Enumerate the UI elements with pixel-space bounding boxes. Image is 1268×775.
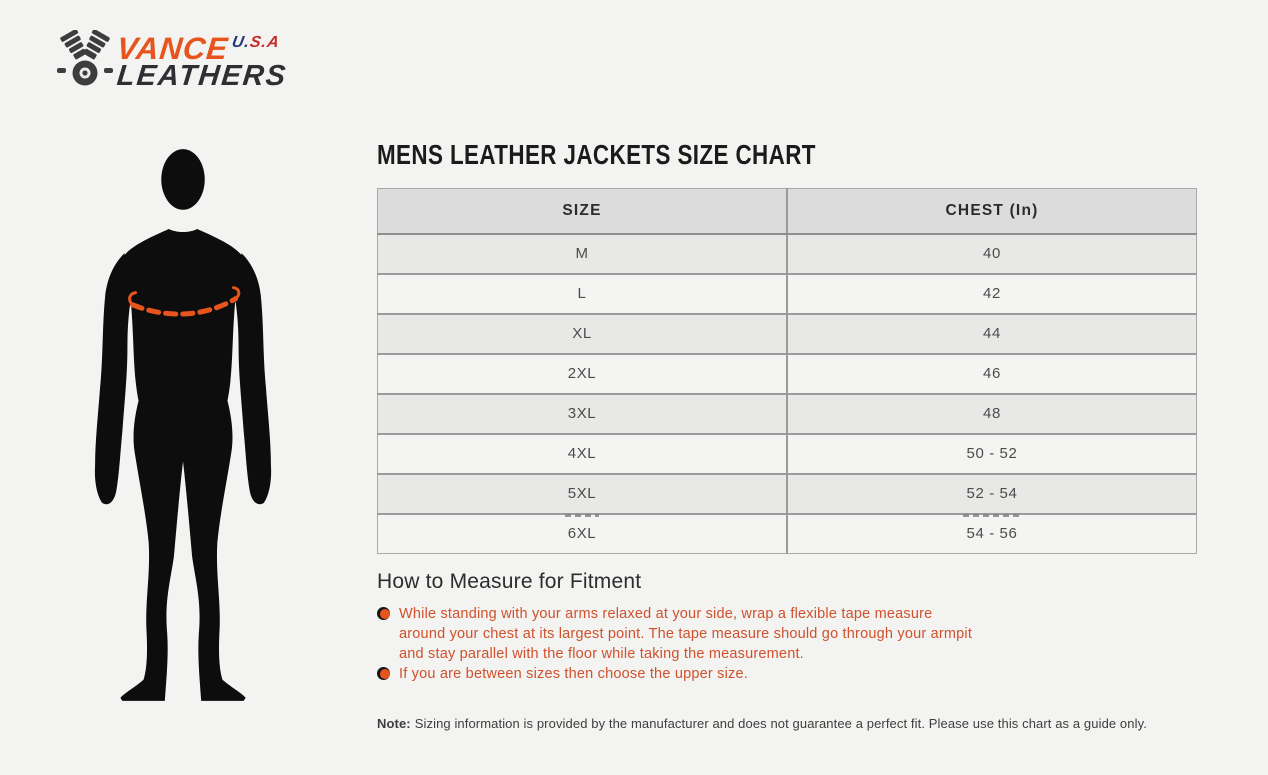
measure-heading: How to Measure for Fitment (377, 570, 642, 593)
chest-cell: 54 - 56 (787, 514, 1197, 554)
page-title: MENS LEATHER JACKETS SIZE CHART (377, 139, 816, 170)
size-cell: XL (378, 314, 788, 354)
table-row (378, 314, 1197, 354)
disclaimer-note (377, 716, 1197, 731)
clipped-text-artifact (565, 514, 599, 517)
column-header-size: SIZE (378, 189, 788, 234)
logo-vance-text: VANCE (115, 31, 231, 66)
measure-bullet (377, 604, 982, 664)
logo-wordmark (117, 33, 287, 91)
table-row (378, 234, 1197, 274)
chest-cell: 48 (787, 394, 1197, 434)
note-label: Note: (377, 716, 411, 731)
note-text: Sizing information is provided by the manufacturer and does not guarantee a perfect fit. Please use this chart as a guide only. (414, 716, 1147, 731)
silhouette-body (120, 229, 245, 701)
v-twin-engine-icon (55, 30, 115, 92)
bullet-disc-icon (377, 667, 390, 680)
table-header-row (378, 189, 1197, 234)
chest-cell: 40 (787, 234, 1197, 274)
chest-cell: 44 (787, 314, 1197, 354)
table-row (378, 354, 1197, 394)
size-chart-table (377, 188, 1197, 554)
table-row (378, 274, 1197, 314)
vance-leathers-logo[interactable] (55, 30, 287, 92)
bullet-disc-icon (377, 607, 390, 620)
table-row (378, 394, 1197, 434)
chest-cell: 46 (787, 354, 1197, 394)
chest-cell: 52 - 54 (787, 474, 1197, 514)
how-to-measure-section (377, 570, 1017, 684)
table-row (378, 514, 1197, 554)
logo-usa-text: U.S.A (230, 34, 282, 51)
size-cell: 2XL (378, 354, 788, 394)
chest-cell: 42 (787, 274, 1197, 314)
size-cell: 3XL (378, 394, 788, 434)
measure-bullet-text: While standing with your arms relaxed at your side, wrap a flexible tape measure around your chest at its largest point. The tape measure should go through your armpit and stay parallel with the floor while taking the measurement. (399, 606, 973, 662)
clipped-text-artifact (963, 514, 1021, 517)
size-cell: 6XL (378, 514, 788, 554)
measure-bullet-text: If you are between sizes then choose the upper size. (399, 666, 748, 682)
measure-bullet (377, 664, 982, 684)
silhouette-head (161, 149, 204, 210)
size-cell: 5XL (378, 474, 788, 514)
silhouette-left-arm (95, 253, 133, 504)
logo-leathers-text: LEATHERS (115, 60, 289, 92)
male-silhouette-image (86, 146, 278, 702)
chest-cell: 50 - 52 (787, 434, 1197, 474)
table-row (378, 474, 1197, 514)
size-cell: M (378, 234, 788, 274)
size-cell: 4XL (378, 434, 788, 474)
column-header-chest: CHEST (In) (787, 189, 1197, 234)
table-row (378, 434, 1197, 474)
size-cell: L (378, 274, 788, 314)
